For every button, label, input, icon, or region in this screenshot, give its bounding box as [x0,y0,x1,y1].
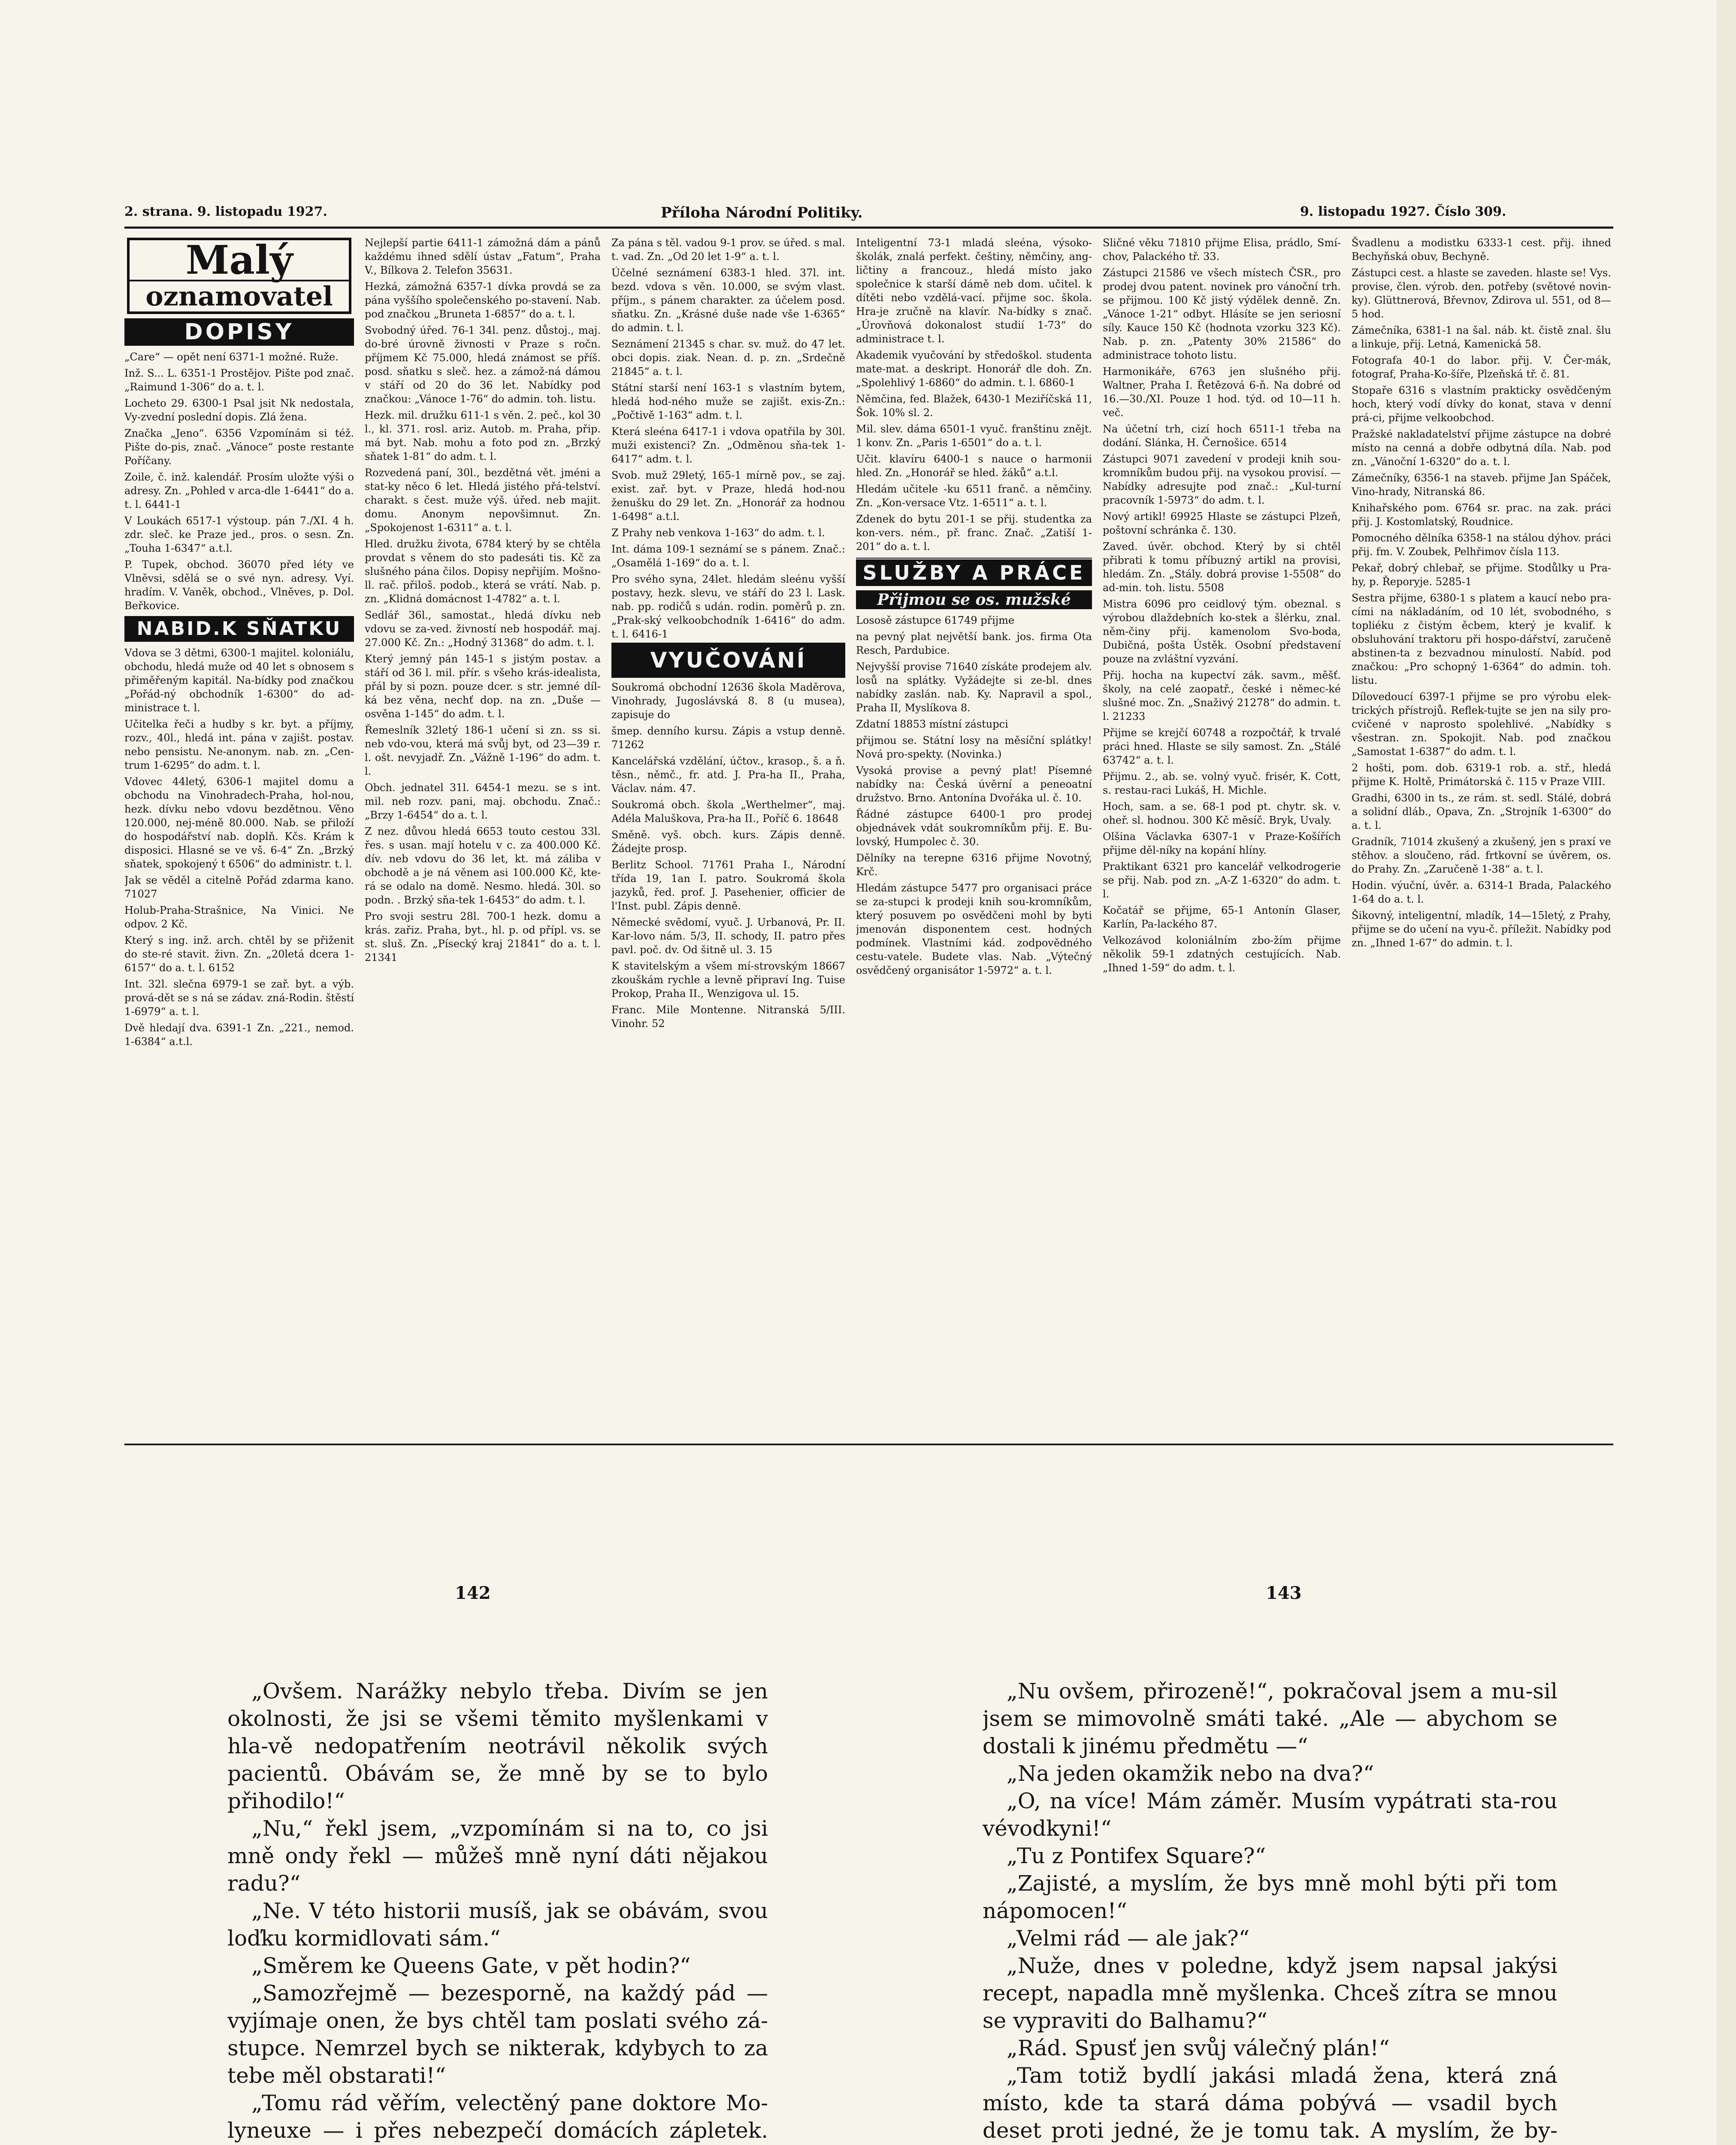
ad: Lososě zástupce 61749 přijme [856,614,1015,626]
ad: Fotografa 40-1 do labor. přij. V. Čer-mák, fotograf, Praha-Ko-šíře, Plzeňská tř. č. 81. [1352,354,1611,380]
ad: Stopaře 6316 s vlastním prakticky osvědčeným hoch, který vodí dívky do konat, stava v denní prá-ci, přijme velkoobchod. [1352,384,1611,424]
ad: Šikovný, inteligentní, mladík, 14—15letý, z Prahy, přijme se do učení na vyu-č. příležit. Nabídky pod zn. „Ihned 1-67“ do admin. t. l. [1352,909,1611,949]
ad: Za pána s těl. vadou 9-1 prov. se úřed. s mal. t. vad. Zn. „Od 20 let 1-9“ a. t. l. [611,237,845,263]
ad: Z Prahy neb venkova 1-163“ do adm. t. l. [611,527,825,539]
story-paragraph: „Tam totiž bydlí jakási mladá žena, která zná místo, kde ta stará dáma pobývá — vsadil bych deset proti jedné, že je tomu tak. A myslím, že by- [983,2063,1558,2143]
classified-ads [124,227,1613,1446]
ad: Seznámení 21345 s char. sv. muž. do 47 let. obci dopis. ziak. Nean. d. p. zn. „Srdečně 21845“ a. t. l. [611,338,845,378]
story-paragraph: „Velmi rád — ale jak?“ [1007,1926,1250,1951]
maly-oznamovatel-logo [127,238,351,314]
ad: Zámečníka, 6381-1 na šal. náb. kt. čistě znal. šlu a linkuje, přij. Letná, Kamenická 58. [1352,324,1611,350]
ad: Učitelka řeči a hudby s kr. byt. a příjmy, rozv., 40l., hledá int. pána v zajišt. postav. nebo pensistu. Ne-anonym. nab. zn. „Cen-trum 1-6295“ do adm. t. l. [124,718,354,771]
ad: Inž. S... L. 6351-1 Prostějov. Pište pod znač. „Raimund 1-306“ do a. t. l. [124,367,354,393]
ad: Zaved. úvěr. obchod. Který by si chtěl přibrati k tomu příbuzný artikl na provisi, hledám. Zn. „Stály. dobrá provise 1-5508“ do ad-min. toh. listu. 5508 [1103,541,1341,594]
story-right-column [983,1677,1558,2145]
ad: Dílovedoucí 6397-1 přijme se pro výrobu elek-trických přístrojů. Reflek-tujte se jen na sily pro-cvičené v naprosto spolehlivé. „Nabídky s všestran. zn. Spokojit. Nab. pod značkou „Samostat 1-6387“ do adm. t. l. [1352,691,1611,758]
story-paragraph: „Zajisté, a myslím, že bys mně mohl býti při tom nápomocen!“ [983,1871,1558,1923]
ad: Švadlenu a modistku 6333-1 cest. přij. ihned Bechyňská obuv, Bechyně. [1352,237,1611,263]
ad: Pro svého syna, 24let. hledám sleénu vyšší postavy, hezk. slevu, ve stáří do 23 l. Lask. nab. pp. rodičů s udán. rodin. poměrů p. zn. „Prak-ský velkoobchodník 1-6416“ do adm. t. l. 6416-1 [611,573,845,640]
story-paragraph: „Samozřejmě — bezesporně, na každý pád — vyjímaje onen, že bys chtěl tam poslati svého zá-stupce. Nemrzel bych se nikterak, kdybych to za tebe měl obstarati!“ [227,1981,768,2088]
ad: Německé svědomí, vyuč. J. Urbanová, Pr. II. Kar-lovo nám. 5/3, II. schody, II. patro přes pavl. poč. dv. Od šitně ul. 3. 15 [611,916,845,956]
ad: Hezk. mil. družku 611-1 s věn. 2. peč., kol 30 l., kl. 371. rosl. ariz. Autob. m. Praha, přip. má byt. Nab. mohu a foto pod zn. „Brzký sňatek 1-81“ do adm. t. l. [365,409,601,462]
ad: Praktikant 6321 pro kancelář velkodrogerie se přij. Nab. pod zn. „A-Z 1-6320“ do adm. t. l. [1103,861,1341,900]
section-vyucovani: VYUČOVÁNÍ [611,644,845,676]
ad: Soukromá obchodní 12636 škola Maděrova, Vinohrady, Jugoslávská 8. 8 (u musea), zapisuje do [611,681,845,721]
header-center: Příloha Národní Politiky. [661,204,863,221]
header-left: 2. strana. 9. listopadu 1927. [124,204,327,219]
ad: Přijme se krejčí 60748 a rozpočtář, k trvalé práci hned. Hlaste se sily samost. Zn. „Stálé 63742“ a. t. l. [1103,727,1341,766]
ad: Nový artikl! 69925 Hlaste se zástupci Plzeň, poštovní schránka č. 130. [1103,511,1341,536]
ad: Dělníky na terepne 6316 přijme Novotný, Krč. [856,852,1092,878]
ad: Státní starší není 163-1 s vlastním bytem, hledá hod-ného muže se zajišt. exis-Zn.: „Počtivě 1-163“ adm. t. l. [611,382,845,421]
ad: Který s ing. inž. arch. chtěl by se přiženit do ste-ré stavit. živn. Zn. „20letá dcera 1-6157“ do a. t. l. 6152 [124,934,354,974]
ad: Který jemný pán 145-1 s jistým postav. a stáří od 36 l. mil. přír. s všeho krás-idealista, přál by si pozn. pouze dcer. s str. jemné díl-ká bez věna, nechť dop. na zn. „Duše — osvěna 1-145“ do adm. t. l. [365,653,601,720]
story-paragraph: „Ovšem. Narážky nebylo třeba. Divím se jen okolnosti, že jsi se všemi těmito myšlenkami v hla-vě nedopatřením neotrávil několik svých pacientů. Obávám se, že mně by se to bylo přihodilo!“ [227,1679,768,1813]
ad: Akademik vyučování by středoškol. studenta mate-mat. a deskript. Honorář dle doh. Zn. „Spolehlivý 1-6860“ do admin. t. l. 6860-1 [856,349,1092,389]
ad: Obch. jednatel 31l. 6454-1 mezu. se s int. mil. neb rozv. pani, maj. obchodu. Znač.: „Brzy 1-6454“ do a. t. l. [365,782,601,821]
ad: Z nez. důvou hledá 6653 touto cestou 33l. řes. s usan. mají hotelu v c. za 400.000 Kč. dív. neb vdovu do 36 let, kt. má záliba v obchodě a je ná věnem asi 100.000 Kč, kte-rá se odalo na domě. Nesmo. hledá. 30l. so podn. . Brzký sňa-tek 1-6453“ do adm. t. l. [365,825,601,906]
ad: Účelné seznámení 6383-1 hled. 37l. int. bezd. vdova s věn. 10.000, se svým vlast. příjm., s pánem charakter. za účelem posd. sňatku. Zn. „Krásné duše nade vše 1-6365“ do admin. t. l. [611,267,845,334]
ad: Zástupci 21586 ve všech místech ČSR., pro prodej dvou patent. novinek pro vánoční trh. se přijmou. 100 Kč jistý výdělek denně. Zn. „Vánoce 1-21“ odbyt. Hlásíte se jen seriosní síly. Kauce 150 Kč (hodnota vzorku 323 Kč). Nab. p. zn. „Patenty 30% 21586“ do administrace tohoto listu. [1103,267,1341,361]
ads-column-2 [365,236,601,1441]
ad: Značka „Jeno“. 6356 Vzpomínám si též. Pište do-pis, znač. „Vánoce“ poste restante Poříčany. [124,427,354,467]
ads-column-1 [124,236,354,1441]
ad: Int. 32l. slečna 6979-1 se zař. byt. a výb. prová-dět se s ná se zádav. zná-Rodin. štěstí 1-6979“ a. t. l. [124,978,354,1018]
story-paragraph: „Tu z Pontifex Square?“ [1007,1843,1266,1868]
ad: Zdatní 18853 místní zástupci [856,718,1008,730]
page-header [124,202,1613,227]
ad: Harmonikáře, 6763 jen slušného přij. Waltner, Praha I. Řetězová 6-ň. Na dobré od 16.—30./XI. Pouze 1 hod. týd. od 10—11 h. več. [1103,366,1341,419]
page-number-right: 143 [1266,1583,1302,1603]
ad: Němčina, fed. Blažek, 6430-1 Meziříčská 11, Šok. 10% sl. 2. [856,393,1092,419]
ad: P. Tupek, obchod. 36070 před léty ve Vlněvsi, sdělá se o své nyn. adresy. Vyí. hradím. V. Vaněk, obchod., Vlněves, p. Dol. Beřkovice. [124,559,354,612]
ad: Zámečníky, 6356-1 na staveb. přijme Jan Spáček, Vino-hrady, Nitranská 86. [1352,472,1611,498]
ad: Locheto 29. 6300-1 Psal jsit Nk nedostala, Vy-zvední poslední dopis. Zlá žena. [124,397,354,423]
ad: Na účetní trh, cizí hoch 6511-1 třeba na dodání. Slánka, H. Černošice. 6514 [1103,423,1341,449]
ad: Knihařského pom. 6764 sr. prac. na zak. práci přij. J. Kostomlatský, Roudnice. [1352,502,1611,528]
ad: Pekař, dobrý chlebař, se přijme. Stodůlky u Pra-hy, p. Řeporyje. 5285-1 [1352,562,1611,588]
logo-bottom: oznamovatel [130,280,349,311]
ad: Pro svoji sestru 28l. 700-1 hezk. domu a krás. zařiz. Praha, byt., hl. p. od přípl. vs. se st. sluš. Zn. „Písecký kraj 21841“ do a. t. l. 21341 [365,910,601,964]
ad: Berlitz School. 71761 Praha I., Národní třída 19, 1an I. patro. Soukromá škola jazyků, řed. prof. J. Pasehenier, officier de l'Inst. publ. Zápis denně. [611,859,845,912]
ad: Vdovec 44letý, 6306-1 majitel domu a obchodu na Vinohradech-Praha, hol-nou, hezk. dívku nebo vdovu bezdětnou. Věno 120.000, nej-méně 80.000. Nab. se přiloží do hospodářství nab. doplň. Kčs. Krám k disposici. Hlasné se ve vš. 6-4“ Zn. „Brzký sňatek, spokojený t 6506“ do administr. t. l. [124,776,354,870]
story-left-column [227,1677,768,2145]
ad: Zástupci 9071 zavedení v prodeji knih sou-kromníkům budou přij. na vysokou provisí. — Nabídky adresujte pod znač.: „Kul-turní pracovník 1-5973“ do adm. t. l. [1103,453,1341,506]
ad: Mil. slev. dáma 6501-1 vyuč. franštinu znějt. 1 konv. Zn. „Paris 1-6501“ do a. t. l. [856,423,1092,449]
ad: Vysoká provise a pevný plat! Písemné nabídky na: Česká úvěrní a peneoatní družstvo. Brno. Antonína Dvořáka ul. č. 10. [856,764,1092,804]
ad: Sličné věku 71810 přijme Elisa, prádlo, Smí-chov, Palackého tř. 33. [1103,237,1341,263]
story-paragraph: „Rád. Spusť jen svůj válečný plán!“ [1007,2036,1390,2060]
story-paragraph: „Nuže, dnes v poledne, když jsem napsal jakýsi recept, napadla mně myšlenka. Chceš zítra se mnou se vypraviti do Balhamu?“ [983,1953,1558,2033]
header-right: 9. listopadu 1927. Číslo 309. [1300,204,1506,219]
ad: Svob. muž 29letý, 165-1 mírně pov., se zaj. exist. zař. byt. v Praze, hledá hod-nou ženušku do 29 let. Zn. „Honorář za hodnou 1-6498“ a.t.l. [611,469,845,523]
ad: Pomocného dělníka 6358-1 na stálou dýhov. práci přij. fm. V. Zoubek, Pelhřimov čísla 113. [1352,532,1611,558]
ad: Kočatář se přijme, 65-1 Antonín Glaser, Karlín, Pa-lackého 87. [1103,904,1341,930]
ad: Která sleéna 6417-1 i vdova opatřila by 30l. muži existenci? Zn. „Odměnou sňa-tek 1-6417“ adm. t. l. [611,426,845,465]
ad: Sedlář 36l., samostat., hledá dívku neb vdovu se za-ved. živností neb hospodář. maj. 27.000 Kč. Zn.: „Hodný 31368“ do adm. t. l. [365,609,601,649]
story-paragraph: „O, na více! Mám záměr. Musím vypátrati sta-rou vévodkyni!“ [983,1789,1558,1841]
ad: Řádné zástupce 6400-1 pro prodej objednávek vdát soukromníkům přij. E. Bu-lovský, Humpolec č. 30. [856,808,1092,848]
ad: Zástupci cest. a hlaste se zaveden. hlaste se! Vys. provise, člen. výrob. den. potřeby (světové novin-ky). Glüttnerová, Břevnov, Zdirova ul. 551, od 8—5 hod. [1352,267,1611,320]
ad: Soukromá obch. škola „Werthelmer“, maj. Adéla Maluškova, Pra-ha II., Poříč 6. 18648 [611,799,845,825]
ad: Gradník, 71014 zkušený a zkušený, jen s praxí ve stěhov. a sloučeno, rád. frtkovní se úvěrem, os. do Prahy. Zn. „Zaručeně 1-38“ a. t. l. [1352,836,1611,875]
ad: Řemeslník 32letý 186-1 učení si zn. ss si. neb vdo-vou, která má svůj byt, od 23—39 r. l. ošt. nevyjadř. Zn. „Vážně 1-196“ do adm. t. l. [365,724,601,777]
ad: Přijmu. 2., ab. se. volný vyuč. frisér, K. Cott, s. restau-raci Lukáš, H. Michle. [1103,770,1341,796]
story-paragraph: „Nu ovšem, přirozeně!“, pokračoval jsem a mu-sil jsem se mimovolně smáti také. „Ale — abychom se dostali k jinému předmětu —“ [983,1679,1558,1758]
ad: Svobodný úřed. 76-1 34l. penz. důstoj., maj. do-bré úrovně živnosti v Praze s ročn. příjmem Kč 75.000, hledá známost se příš. posd. sňatku s sleč. hez. a zámož-ná dámou v stáří od 20 do 36 let. Nabídky pod značkou: „Vánoce 1-76“ do admin. toh. listu. [365,324,601,405]
ad: na pevný plat největší bank. jos. firma Ota Resch, Pardubice. [856,631,1092,656]
ad: Olšina Václavka 6307-1 v Praze-Košířích přijme děl-níky na kopání hlíny. [1103,831,1341,856]
ad: 2 hošti, pom. dob. 6319-1 rob. a. stř., hledá přijme K. Holtě, Primátorská č. 115 v Praze VIII. [1352,762,1611,788]
ad: Rozvedená paní, 30l., bezdětná vět. jméni a stat-ky něco 6 let. Hledá jistého přá-telství. charakt. s čest. muže výš. úřed. neb majit. domu. Anonym nepovšimnut. Zn. „Spokojenost 1-6311“ a. t. l. [365,467,601,534]
ad: „Care“ — opět není 6371-1 možné. Ruže. [124,351,339,363]
ad: Vdova se 3 dětmi, 6300-1 majitel. koloniálu, obchodu, hledá muže od 40 let s obnosem s přiměřeným kapitál. Na-bídky pod značkou „Pořád-ný obchodník 1-6300“ do ad-ministrace t. l. [124,647,354,714]
ad: Nejlepší partie 6411-1 zámožná dám a pánů každému ihned sdělí ústav „Fatum“, Praha V., Bílkova 2. Telefon 35631. [365,237,601,276]
ad: Inteligentní 73-1 mladá sleéna, výsoko-školák, znalá perfekt. češtiny, němčiny, ang-ličtiny a francouz., hledá místo jako společnice k starší dámě neb dom. učitel. k dítěti nebo vzdělá-vací. přijme soc. škola. Hra-je zručně na klavír. Na-bídky s znač. „Úrovňová dokonalost studií 1-73“ do administrace t. l. [856,237,1092,345]
ad: Holub-Praha-Strašnice, Na Vinici. Ne odpov. 2 Kč. [124,904,354,930]
ad: Pražské nakladatelství přijme zástupce na dobré místo na cenná a dobře odbytná díla. Nab. pod zn. „Vánoční 1-6320“ do a. t. l. [1352,428,1611,468]
ad: Jak se věděl a citelně Pořád zdarma kano. 71027 [124,874,354,900]
section-snatku: NABID.K SŇATKU [124,616,354,642]
ad: šmep. denního kursu. Zápis a vstup denně. 71262 [611,725,845,751]
ads-bottom-rule [124,1444,1613,1445]
ads-column-3 [611,236,845,1441]
ad: Přij. hocha na kupectví zák. savm., měšť. školy, na celé zaopatř., české i němec-ké slušné moc. Zn. „Snaživý 21278“ do admin. t. l. 21233 [1103,669,1341,722]
ad: Nejvyšší provise 71640 získáte prodejem alv. losů na splátky. Vyžádejte si ze-bl. dnes nabídky zaslán. nab. Ky. Napravil a spol., Praha II, Myslíkova 8. [856,661,1092,714]
ad: Hled. družku života, 6784 který by se chtěla provdat s věnem do sto padesáti tis. Kč za slušného pána čilos. Dopisy nepřijím. Mošno-ll. rač. přiloš. podob., která se vrátí. Nab. p. zn. „Klidná domácnost 1-4782“ a. t. l. [365,538,601,605]
ad: Zoile, č. inž. kalendář. Prosím uložte výši o adresy. Zn. „Pohled v arca-dle 1-6441“ do a. t. l. 6441-1 [124,471,354,511]
ad: Sestra přijme, 6380-1 s platem a kaucí nebo pra-cími na nákladáním, od 10 lét, svobodného, s topliéku z čistým ěcbem, který je kvalif. k obsluhování traktoru při hospo-dářství, zaručeně abstinen-ta z bezvadnou minulostí. Nabíd. pod značkou: „Pro schopný 1-6364“ do admin. toh. listu. [1352,592,1611,686]
ad: Gradhi, 6300 in ts., ze rám. st. sedl. Stálé, dobrá a solidní dláb., Opava, Zn. „Strojník 1-6300“ do a. t. l. [1352,792,1611,831]
story-paragraph: „Ne. V této historii musíš, jak se obávám, svou loďku kormidlovati sám.“ [227,1898,768,1951]
ad: V Loukách 6517-1 výstoup. pán 7./XI. 4 h. zdr. sleč. ke Praze jed., pros. o sesn. Zn. „Touha 1-6347“ a.t.l. [124,515,354,554]
ad: Učit. klavíru 6400-1 s nauce o harmonii hled. Zn. „Honorář se hled. žáků“ a.t.l. [856,453,1092,479]
ad: Kancelářská vzdělání, účtov., krasop., š. a ň. těsn., němč., fr. atd. J. Pra-ha II., Praha, Václav. nám. 47. [611,755,845,795]
ad: Hledám zástupce 5477 pro organisaci práce se za-stupci k prodeji knih sou-kromníkům, který posuvem po osvědčeni mohl by byti jmenován disponentem cest. hodných podmínek. Vlastními kád. zodpovědného cestu-vatele. Budete vlas. Nab. „Výtečný osvědčený organisátor 1-5972“ a. t. l. [856,882,1092,976]
ad: Velkozávod koloniálním zbo-žím přijme několik 59-1 zdatných cestujících. Nab. „Ihned 1-59“ do adm. t. l. [1103,934,1341,974]
section-dopisy: DOPISY [124,318,354,346]
ad: Směně. vyš. obch. kurs. Zápis denně. Žádejte prosp. [611,829,845,855]
story-paragraph: „Nu,“ řekl jsem, „vzpomínám si na to, co jsi mně ondy řekl — můžeš mně nyní dáti nějakou radu?“ [227,1816,768,1896]
ad: Zdenek do bytu 201-1 se přij. studentka za kon-vers. ném., př. franc. Znač. „Zatiší 1-201“ do a. t. l. [856,513,1092,553]
ad: Franc. Mile Montenne. Nitranská 5/III. Vinohr. 52 [611,1004,845,1030]
ad: Hoch, sam. a se. 68-1 pod pt. chytr. sk. v. oheř. sl. hodnou. 300 Kč měsíč. Bryk, Uvaly. [1103,801,1341,826]
ad: Hezká, zámožná 6357-1 dívka provdá se za pána vyššího společenského po-stavení. Nab. pod značkou „Bruneta 1-6857“ do a. t. l. [365,281,601,320]
ads-column-4 [856,236,1092,1441]
story-paragraph: „Na jeden okamžik nebo na dva?“ [1007,1761,1374,1786]
story-paragraph: „Tomu rád věřím, velectěný pane doktore Mo-lyneuxe — i přes nebezpečí domácích zápletek. [227,2091,768,2143]
logo-top: Malý [185,237,293,283]
page-number-left: 142 [455,1583,491,1603]
ads-column-5 [1103,236,1341,1441]
ad: Mistra 6096 pro ceidlový tým. obeznal. s výrobou dlaždebních ko-stek a šlérku, znal. něm-činy přij. kamenolom Svo-boda, Dubičná, pošta Ústěk. Osobní představení pouze na zvláštní vyzvání. [1103,598,1341,665]
page-edge [1716,0,1736,2145]
ad: přijmou se. Státní losy na měsíční splátky! Nová pro-spekty. (Novinka.) [856,734,1092,760]
ad: Hodin. výuční, úvěr. a. 6314-1 Brada, Palackého 1-64 do a. t. l. [1352,879,1611,905]
ads-column-6 [1352,236,1611,1441]
section-sluzby: SLUŽBY A PRÁCE [856,557,1092,586]
ad: Int. dáma 109-1 seznámí se s pánem. Znač.: „Osamělá 1-169“ do a. t. l. [611,543,845,569]
ad: Dvě hledají dva. 6391-1 Zn. „221., nemod. 1-6384“ a.t.l. [124,1022,354,1048]
story-paragraph: „Směrem ke Queens Gate, v pět hodin?“ [251,1953,691,1978]
section-sluzby-sub: Přijmou se os. mužské [856,590,1092,609]
ad: K stavitelským a všem mí-strovským 18667 zkouškám rychle a levně připraví Ing. Tuise Prokop, Praha II., Wenzigova ul. 15. [611,960,845,1000]
ad: Hledám učitele -ku 6511 franč. a němčiny. Zn. „Kon-versace Vtz. 1-6511“ a. t. l. [856,483,1092,509]
